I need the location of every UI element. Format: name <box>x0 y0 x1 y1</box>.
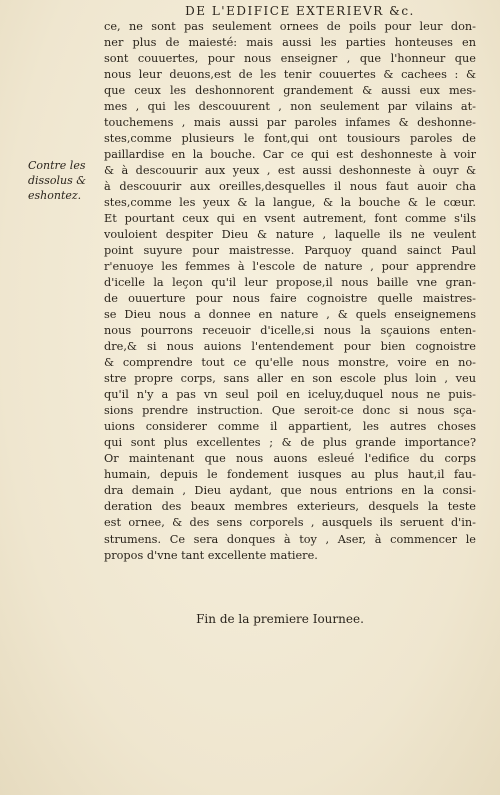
text-line: stes,comme les yeux & la langue, & la bouche & le cœur. <box>104 196 476 210</box>
text-line: stes,comme plusieurs le font,qui ont tousiours paroles de <box>104 132 476 146</box>
text-line: de ouuerture pour nous faire cognoistre quelle maistres- <box>104 292 476 306</box>
text-line: qui sont plus excellentes ; & de plus grande importance? <box>104 436 476 450</box>
text-line: nous pourrons receuoir d'icelle,si nous la sçauions enten- <box>104 324 476 338</box>
text-line: ce, ne sont pas seulement ornees de poils pour leur don- <box>104 20 476 33</box>
text-line: & comprendre tout ce qu'elle nous monstre, voire en no- <box>104 356 476 370</box>
text-line: sont couuertes, pour nous enseigner , que l'honneur que <box>104 52 476 66</box>
text-line: sions prendre instruction. Que seroit-ce donc si nous sça- <box>104 404 476 418</box>
text-line: strumens. Ce sera donques à toy , Aser, à commencer le <box>104 532 476 546</box>
text-line: Et pourtant ceux qui en vsent autrement, font comme s'ils <box>104 212 476 226</box>
text-line: d'icelle la leçon qu'il leur propose,il nous baille vne gran- <box>104 276 476 290</box>
text-line: point suyure pour maistresse. Parquoy quand sainct Paul <box>104 244 476 258</box>
running-head: DE L'EDIFICE EXTERIEVR &c. <box>185 4 415 18</box>
text-line: ner plus de maiesté: mais aussi les parties honteuses en <box>104 36 476 50</box>
margin-note <box>28 158 98 203</box>
margin-note-line: dissolus & <box>28 174 87 187</box>
text-line: Or maintenant que nous auons esleué l'edifice du corps <box>104 452 476 466</box>
body-text <box>104 19 476 564</box>
text-line: deration des beaux membres exterieurs, desquels la teste <box>104 500 476 514</box>
text-line: humain, depuis le fondement iusques au plus haut,il fau- <box>104 468 476 482</box>
text-line: nous leur deuons,est de les tenir couuertes & cachees : & <box>104 68 476 82</box>
text-line: paillardise en la bouche. Car ce qui est deshonneste à voir <box>104 148 476 162</box>
text-line: dra demain , Dieu aydant, que nous entrions en la consi- <box>104 484 476 498</box>
text-line: stre propre corps, sans aller en son escole plus loin , veu <box>104 372 476 386</box>
margin-note-line: eshontez. <box>28 189 82 202</box>
text-line: à descouurir aux oreilles,desquelles il nous faut auoir cha <box>104 180 476 194</box>
text-line: propos d'vne tant excellente matiere. <box>104 548 318 562</box>
text-line: est ornee, & des sens corporels , ausquels ils seruent d'in- <box>104 516 476 530</box>
text-line: que ceux les deshonnorent grandement & aussi eux mes- <box>104 84 476 98</box>
text-line: qu'il n'y a pas vn seul poil en iceluy,duquel nous ne puis- <box>104 388 476 402</box>
text-line: dre,& si nous auions l'entendement pour bien cognoistre <box>104 340 476 354</box>
text-line: uions considerer comme il appartient, les autres choses <box>104 420 476 434</box>
text-line: & à descouurir aux yeux , est aussi deshonneste à ouyr & <box>104 164 476 178</box>
margin-note-line: Contre les <box>28 159 86 172</box>
text-line: se Dieu nous a donnee en nature , & quels enseignemens <box>104 308 476 322</box>
text-line: r'enuoye les femmes à l'escole de nature , pour apprendre <box>104 260 476 274</box>
explicit: Fin de la premiere Iournee. <box>196 612 364 626</box>
text-line: touchemens , mais aussi par paroles infames & deshonne- <box>104 116 476 130</box>
text-line: mes , qui les descouurent , non seulement par vilains at- <box>104 100 476 114</box>
text-line: vouloient despiter Dieu & nature , laquelle ils ne veulent <box>104 228 476 242</box>
